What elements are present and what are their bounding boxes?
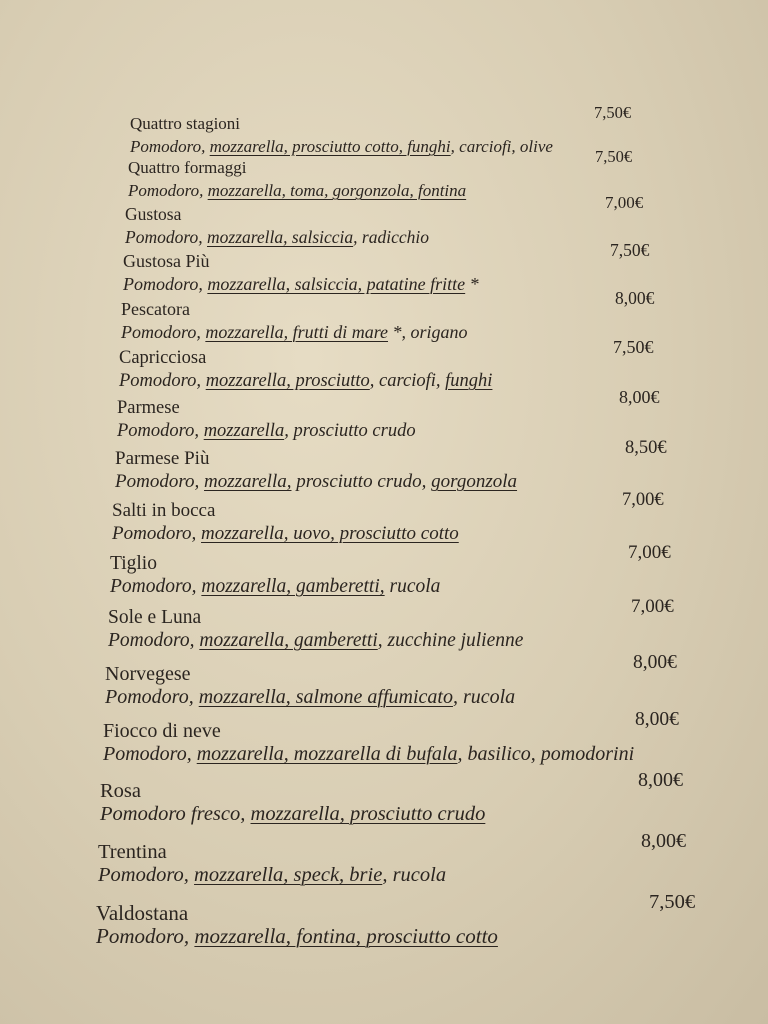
ingredient-text: Pomodoro, <box>115 471 205 492</box>
ingredient-underlined: mozzarella, frutti di mare <box>205 322 389 342</box>
ingredient-text: Pomodoro, <box>130 137 210 156</box>
menu-item-ingredients <box>103 742 763 766</box>
ingredient-text: , carciofi, <box>369 371 446 391</box>
menu-item-price: 7,50€ <box>595 147 633 166</box>
ingredient-underlined: mozzarella, mozzarella di bufala <box>196 743 458 765</box>
ingredient-text: rucola <box>384 576 441 597</box>
menu-item-name: Norvegese <box>105 663 191 685</box>
menu-item <box>100 769 760 826</box>
menu-item <box>96 891 756 948</box>
ingredient-text: Pomodoro, <box>108 630 200 651</box>
menu-item <box>115 438 768 494</box>
menu-item-name: Capricciosa <box>119 348 207 368</box>
menu-item-ingredients <box>117 419 768 443</box>
ingredient-text: Pomodoro, <box>112 523 202 544</box>
ingredient-underlined: gorgonzola <box>431 471 518 492</box>
menu-item-price: 7,50€ <box>610 240 650 260</box>
menu-item <box>112 490 768 546</box>
ingredient-text: , basilico, pomodorini <box>457 743 635 765</box>
menu-item <box>108 596 768 653</box>
menu-item <box>130 103 768 159</box>
menu-item <box>119 337 768 393</box>
menu-item-name: Parmese Più <box>115 448 210 469</box>
ingredient-text: Pomodoro, <box>123 274 208 294</box>
menu-item-price: 7,00€ <box>628 542 671 563</box>
menu-item-price: 8,50€ <box>625 438 667 458</box>
ingredient-underlined: mozzarella <box>203 421 285 441</box>
menu-item-price: 7,00€ <box>605 193 644 212</box>
ingredient-text: prosciutto crudo, <box>291 471 432 492</box>
ingredient-text: , rucola <box>382 864 447 886</box>
page-edge-mark <box>0 110 6 124</box>
menu-item-ingredients <box>130 135 768 159</box>
menu-item-price: 7,50€ <box>594 103 632 122</box>
menu-item <box>125 193 768 249</box>
menu-item-name: Quattro formaggi <box>128 158 247 177</box>
ingredient-underlined: mozzarella, toma, gorgonzola, fontina <box>207 181 467 200</box>
menu-item-ingredients <box>128 179 768 203</box>
ingredient-text: , carciofi, olive <box>450 137 553 156</box>
ingredient-text: Pomodoro, <box>121 322 206 342</box>
menu-item-price: 7,00€ <box>622 490 664 510</box>
menu-item-name: Gustosa Più <box>123 251 210 271</box>
menu-item-ingredients <box>115 470 768 494</box>
ingredient-underlined: mozzarella, prosciutto crudo <box>250 803 486 825</box>
menu-item-name: Tiglio <box>110 553 157 574</box>
ingredient-text: Pomodoro, <box>117 421 204 441</box>
ingredient-text: , prosciutto crudo <box>284 421 416 441</box>
menu-item-name: Parmese <box>117 398 180 418</box>
menu-item <box>123 240 768 296</box>
ingredient-text: Pomodoro, <box>125 227 207 247</box>
ingredient-text: Pomodoro, <box>110 576 202 597</box>
menu-item-ingredients <box>121 320 768 344</box>
ingredient-underlined: mozzarella, uovo, prosciutto cotto <box>201 523 459 544</box>
ingredient-text: , radicchio <box>353 227 429 247</box>
menu-item-ingredients <box>119 369 768 393</box>
ingredient-text: * <box>465 274 479 294</box>
ingredient-underlined: mozzarella, prosciutto <box>205 371 370 391</box>
menu-item-price: 8,00€ <box>641 830 686 852</box>
ingredient-underlined: mozzarella, speck, brie <box>194 864 383 886</box>
ingredient-text: Pomodoro, <box>119 371 206 391</box>
ingredient-text: Pomodoro, <box>103 743 197 765</box>
menu-item-price: 8,00€ <box>619 387 660 407</box>
ingredient-text: , rucola <box>452 686 516 708</box>
menu-item-ingredients <box>98 863 758 887</box>
ingredient-underlined: mozzarella, gamberetti, <box>201 576 385 597</box>
ingredient-underlined: mozzarella, fontina, prosciutto cotto <box>194 924 498 948</box>
menu-item-price: 7,00€ <box>631 596 674 617</box>
menu-item-ingredients <box>105 685 765 709</box>
menu-item <box>105 652 765 709</box>
menu-item-name: Trentina <box>98 841 167 863</box>
menu-item-ingredients <box>100 802 760 826</box>
menu-item <box>98 830 758 887</box>
menu-item-price: 8,00€ <box>638 769 683 791</box>
menu-item <box>117 387 768 443</box>
menu-item-price: 8,00€ <box>635 709 679 730</box>
menu-item-name: Salti in bocca <box>112 500 216 521</box>
ingredient-text: Pomodoro, <box>128 181 208 200</box>
ingredient-underlined: mozzarella, salmone affumicato <box>198 686 453 708</box>
menu-item-ingredients <box>123 272 768 296</box>
menu-item-price: 8,00€ <box>633 652 677 673</box>
menu-item-ingredients <box>125 225 768 249</box>
ingredient-text: Pomodoro, <box>98 864 195 886</box>
menu-item-price: 7,50€ <box>613 337 654 357</box>
ingredient-text: , zucchine julienne <box>377 630 524 651</box>
menu-item <box>103 709 763 766</box>
menu-item-name: Fiocco di neve <box>103 720 221 742</box>
ingredient-underlined: mozzarella, <box>204 471 292 492</box>
menu-item-ingredients <box>96 924 756 948</box>
menu-item-name: Rosa <box>100 780 141 802</box>
menu-item-name: Quattro stagioni <box>130 114 241 133</box>
ingredient-underlined: mozzarella, gamberetti <box>199 630 378 651</box>
ingredient-text: Pomodoro, <box>96 924 195 948</box>
menu-item-price: 7,50€ <box>649 891 696 913</box>
menu-item-ingredients <box>108 629 768 653</box>
menu-item-name: Valdostana <box>96 901 189 925</box>
menu-item-name: Pescatora <box>121 299 190 319</box>
ingredient-underlined: funghi <box>445 371 493 391</box>
menu-item <box>110 542 768 599</box>
ingredient-text: Pomodoro fresco, <box>100 803 251 825</box>
menu-item <box>121 288 768 344</box>
ingredient-text: Pomodoro, <box>105 686 199 708</box>
menu-item-name: Sole e Luna <box>108 607 202 628</box>
menu-item <box>128 147 768 203</box>
ingredient-text: *, origano <box>388 322 468 342</box>
menu-item-price: 8,00€ <box>615 288 655 308</box>
ingredient-underlined: mozzarella, prosciutto cotto, funghi <box>209 137 451 156</box>
menu-item-name: Gustosa <box>125 204 182 224</box>
ingredient-underlined: mozzarella, salsiccia <box>207 227 354 247</box>
ingredient-underlined: mozzarella, salsiccia, patatine fritte <box>207 274 466 294</box>
